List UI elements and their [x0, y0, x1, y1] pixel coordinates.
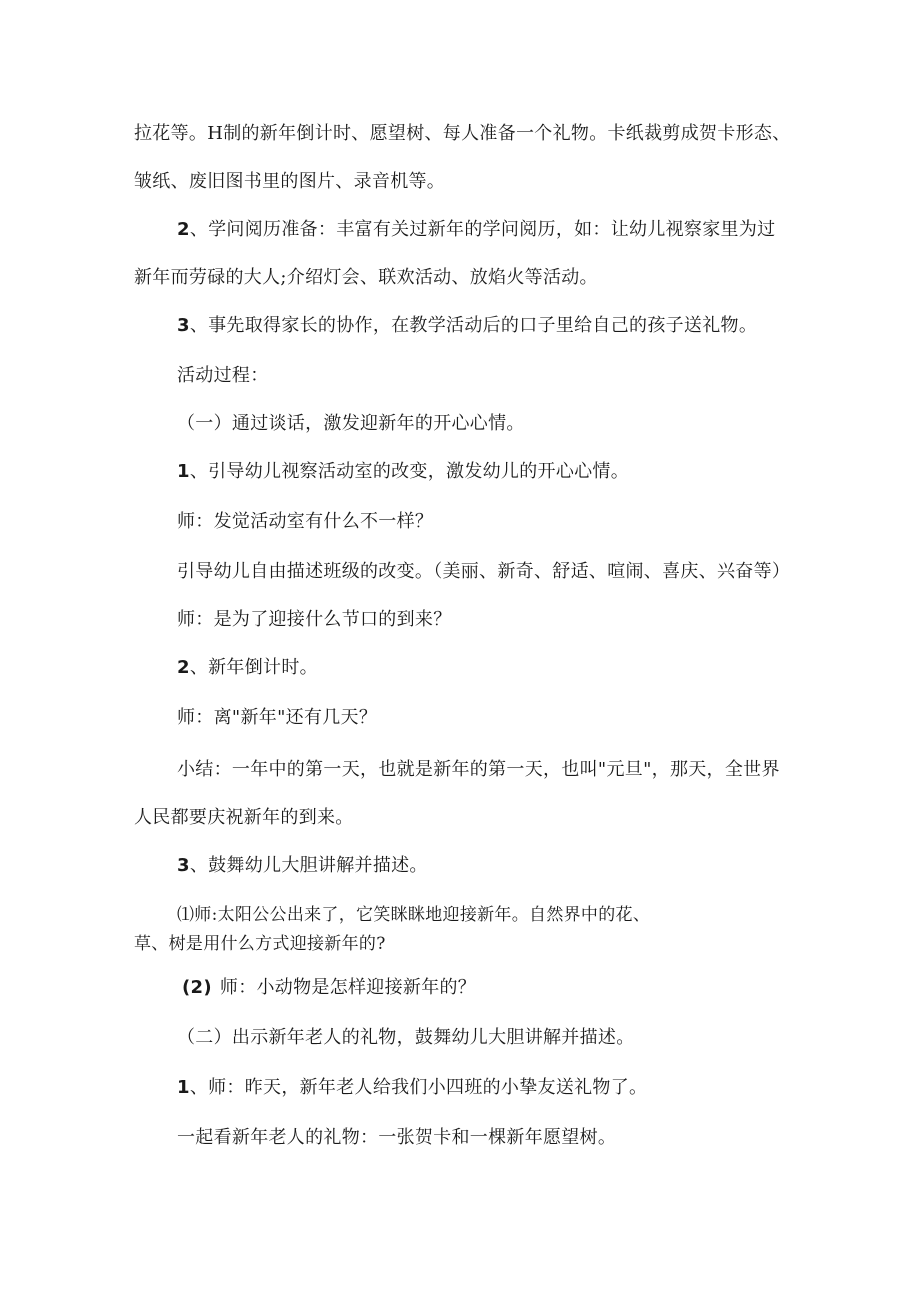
paragraph-line: 师：是为了迎接什么节口的到来？ — [177, 609, 452, 630]
item-number: (2) — [182, 977, 212, 998]
paragraph-line — [177, 460, 629, 484]
item-text: 师：小动物是怎样迎接新年的？ — [219, 977, 477, 998]
paragraph-line — [177, 1076, 647, 1100]
paragraph-line: 小结：一年中的第一天，也就是新年的第一天，也叫"元旦"，那天，全世界 — [177, 759, 780, 780]
paragraph-line — [177, 314, 757, 338]
section-heading: 活动过程： — [177, 365, 269, 386]
item-text: 、师：昨天，新年老人给我们小四班的小挚友送礼物了。 — [189, 1077, 648, 1098]
paragraph-line: 一起看新年老人的礼物：一张贺卡和一棵新年愿望树。 — [177, 1127, 617, 1148]
item-number: 2 — [177, 219, 190, 240]
paragraph-line — [177, 656, 318, 680]
paragraph-line: 师：发觉活动室有什么不一样？ — [177, 511, 434, 532]
paragraph-line: （一）通过谈话，激发迎新年的开心心情。 — [177, 413, 525, 434]
paragraph-line — [177, 854, 428, 878]
paragraph-line: ⑴师:太阳公公出来了，它笑眯眯地迎接新年。自然界中的花、 — [177, 905, 651, 925]
paragraph-line — [177, 218, 775, 242]
item-number: 3 — [177, 315, 190, 336]
item-number: 1 — [177, 1077, 190, 1098]
item-text: 、新年倒计时。 — [189, 657, 318, 678]
item-text: 、鼓舞幼儿大胆讲解并描述。 — [189, 855, 428, 876]
paragraph-line: 草、树是用什么方式迎接新年的? — [134, 934, 386, 954]
item-number: 1 — [177, 461, 190, 482]
paragraph-line: 人民都要庆祝新年的到来。 — [134, 807, 354, 828]
paragraph-line: 引导幼儿自由描述班级的改变。（美丽、新奇、舒适、喧闹、喜庆、兴奋等） — [177, 561, 791, 582]
paragraph-line: （二）出示新年老人的礼物，鼓舞幼儿大胆讲解并描述。 — [177, 1027, 635, 1048]
paragraph-line — [182, 976, 476, 1000]
item-text: 、学问阅历准备：丰富有关过新年的学问阅历，如：让幼儿视察家里为过 — [189, 219, 776, 240]
item-text: 、事先取得家长的协作，在教学活动后的口子里给自己的孩子送礼物。 — [189, 315, 758, 336]
paragraph-line: 师：离"新年"还有几天？ — [177, 707, 378, 728]
paragraph-line: 新年而劳碌的大人;介绍灯会、联欢活动、放焰火等活动。 — [134, 267, 598, 288]
item-number: 3 — [177, 855, 190, 876]
paragraph-line: 拉花等。H制的新年倒计时、愿望树、每人准备一个礼物。卡纸裁剪成贺卡形态、 — [134, 123, 791, 144]
paragraph-line: 皱纸、废旧图书里的图片、录音机等。 — [134, 171, 446, 192]
item-text: 、引导幼儿视察活动室的改变，激发幼儿的开心心情。 — [189, 461, 630, 482]
item-number: 2 — [177, 657, 190, 678]
